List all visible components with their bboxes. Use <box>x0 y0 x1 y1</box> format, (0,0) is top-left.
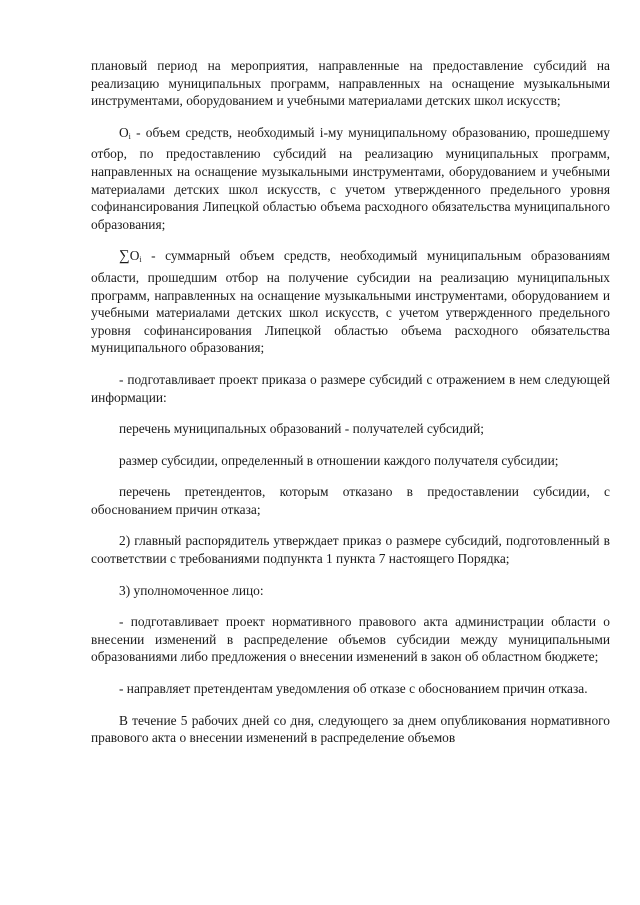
paragraph-continuation: плановый период на мероприятия, направленные на предоставление субсидий на реализацию муниципальных программ, направленных на оснащение музыкальными инструментами, оборудованием и учебными материалами детских школ искусств; <box>91 58 610 109</box>
paragraph-item-3: 3) уполномоченное лицо: <box>119 582 264 598</box>
symbol-o: O <box>119 124 129 140</box>
paragraph-prepare-order: - подготавливает проект приказа о размере субсидий с отражением в нем следующей информации: <box>91 371 610 405</box>
oi-definition-text: - объем средств, необходимый i-му муниципальному образованию, прошедшему отбор, по предоставлению субсидий на реализацию муниципальных программ, направленных на оснащение музыкальными инструментами, оборудованием и учебными материалами детских школ искусств, с учетом утвержденного предельного уровня софинансирования Липецкой областью объема расходного обязательства муниципального образования; <box>91 124 610 232</box>
symbol-subscript: i <box>128 131 131 141</box>
paragraph-list-recipients: перечень муниципальных образований - получателей субсидий; <box>119 421 484 437</box>
paragraph-within-5-days: В течение 5 рабочих дней со дня, следующего за днем опубликования нормативного правового акта о внесении изменений в распределение объемов <box>91 712 610 746</box>
paragraph-prepare-act: - подготавливает проект нормативного правового акта администрации области о внесении изменений в распределение объемов субсидии между муниципальными образованиями либо предложения о внесении изменений в закон об областном бюджете; <box>91 614 610 665</box>
paragraph-subsidy-amount: размер субсидии, определенный в отношении каждого получателя субсидии; <box>119 452 559 468</box>
symbol-subscript: i <box>139 255 142 265</box>
paragraph-sum-definition <box>91 247 610 357</box>
sigma-symbol: ∑ <box>119 248 130 265</box>
paragraph-send-notices: - направляет претендентам уведомления об отказе с обоснованием причин отказа. <box>119 681 588 697</box>
paragraph-refused-applicants: перечень претендентов, которым отказано в предоставлении субсидии, с обоснованием причин отказа; <box>91 484 610 517</box>
paragraph-item-2: 2) главный распорядитель утверждает приказ о размере субсидий, подготовленный в соответствии с требованиями подпункта 1 пункта 7 настоящего Порядка; <box>91 533 610 567</box>
paragraph-oi-definition <box>91 124 610 234</box>
sum-definition-text: - суммарный объем средств, необходимый муниципальным образованиям области, прошедшим отбор на получение субсидии на реализацию муниципальных программ, направленных на оснащение музыкальными инструментами, оборудованием и учебными материалами детских школ искусств, с учетом утвержденного предельного уровня софинансирования Липецкой областью объема расходного обязательства муниципального образования; <box>91 248 610 356</box>
symbol-o: O <box>129 248 140 264</box>
